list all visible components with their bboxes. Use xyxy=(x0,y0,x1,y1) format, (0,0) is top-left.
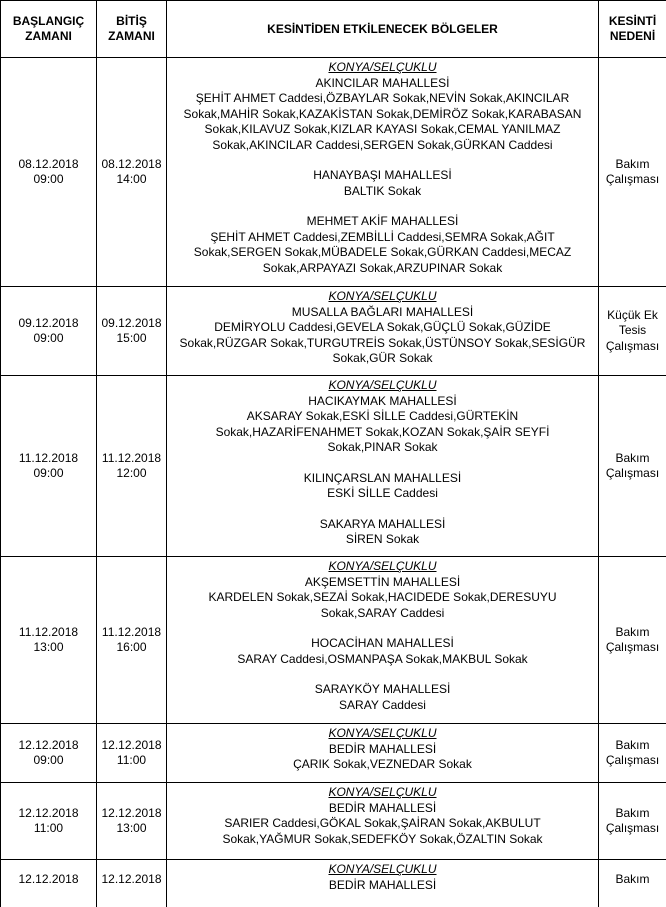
table-row xyxy=(1,287,666,376)
header-reason: KESİNTİ NEDENİ xyxy=(599,1,666,58)
street-list-line: BALTIK Sokak xyxy=(343,183,422,198)
reason-cell: Bakım xyxy=(599,860,666,907)
neighborhood-name: HOCACİHAN MAHALLESİ xyxy=(311,636,454,650)
neighborhood-name: HANAYBAŞI MAHALLESİ xyxy=(313,168,452,182)
neighborhood-group xyxy=(169,742,596,773)
table-header xyxy=(1,1,666,58)
start-time-cell: 12.12.2018 xyxy=(1,860,97,907)
regions-cell xyxy=(167,783,599,860)
province-label: KONYA/SELÇUKLU xyxy=(328,726,437,740)
end-time-cell: 11.12.2018 16:00 xyxy=(97,557,167,724)
neighborhood-name: BEDİR MAHALLESİ xyxy=(328,877,437,892)
street-list-line: ÇARIK Sokak,VEZNEDAR Sokak xyxy=(293,757,472,771)
province-label: KONYA/SELÇUKLU xyxy=(328,289,437,303)
street-list-line: SİREN Sokak xyxy=(345,532,420,546)
neighborhood-name: BEDİR MAHALLESİ xyxy=(328,741,437,756)
neighborhood-name: BEDİR MAHALLESİ xyxy=(328,800,437,815)
neighborhood-group xyxy=(169,878,596,894)
reason-cell: Bakım Çalışması xyxy=(599,724,666,783)
regions-cell xyxy=(167,287,599,376)
street-list-line: SARAY Caddesi,OSMANPAŞA Sokak,MAKBUL Sokak xyxy=(237,651,528,666)
neighborhood-group xyxy=(169,305,596,367)
neighborhood-name: AKŞEMSETTİN MAHALLESİ xyxy=(304,574,461,589)
regions-cell xyxy=(167,724,599,783)
province-label: KONYA/SELÇUKLU xyxy=(328,378,437,392)
group-spacer xyxy=(169,456,596,471)
neighborhood-name: KILINÇARSLAN MAHALLESİ xyxy=(303,470,462,485)
group-spacer xyxy=(169,199,596,214)
end-time-cell: 12.12.2018 13:00 xyxy=(97,783,167,860)
street-list-line: Sokak,KILAVUZ Sokak,KIZLAR KAYASI Sokak,CEMAL YANILMAZ xyxy=(204,122,561,136)
start-time-cell: 11.12.2018 13:00 xyxy=(1,557,97,724)
regions-cell xyxy=(167,860,599,907)
street-list-line: Sokak,SERGEN Sokak,MÜBADELE Sokak,GÜRKAN Caddesi,MECAZ xyxy=(193,245,572,259)
table-row xyxy=(1,58,666,287)
neighborhood-name: SARAYKÖY MAHALLESİ xyxy=(314,682,451,696)
neighborhood-name: MUSALLA BAĞLARI MAHALLESİ xyxy=(291,304,474,319)
neighborhood-group xyxy=(169,801,596,848)
street-list-line: Sokak,YAĞMUR Sokak,SEDEFKÖY Sokak,ÖZALTIN Sokak xyxy=(222,831,543,846)
header-regions: KESİNTİDEN ETKİLENECEK BÖLGELER xyxy=(167,1,599,58)
end-time-cell: 12.12.2018 11:00 xyxy=(97,724,167,783)
end-time-cell: 11.12.2018 12:00 xyxy=(97,376,167,557)
regions-cell xyxy=(167,376,599,557)
table-row xyxy=(1,860,666,907)
reason-cell: Bakım Çalışması xyxy=(599,376,666,557)
group-spacer xyxy=(169,621,596,636)
neighborhood-group xyxy=(169,394,596,456)
table-row xyxy=(1,783,666,860)
neighborhood-group xyxy=(169,682,596,713)
neighborhood-name: SAKARYA MAHALLESİ xyxy=(319,516,446,531)
neighborhood-group xyxy=(169,636,596,667)
street-list-line: Sokak,GÜR Sokak xyxy=(332,351,433,365)
start-time-cell: 12.12.2018 09:00 xyxy=(1,724,97,783)
neighborhood-name: AKINCILAR MAHALLESİ xyxy=(315,75,450,90)
province-label: KONYA/SELÇUKLU xyxy=(328,785,437,799)
start-time-cell: 09.12.2018 09:00 xyxy=(1,287,97,376)
start-time-cell: 08.12.2018 09:00 xyxy=(1,58,97,287)
street-list-line: ESKİ SİLLE Caddesi xyxy=(327,486,438,500)
street-list-line: Sokak,MAHİR Sokak,KAZAKİSTAN Sokak,DEMİRÖZ Sokak,KARABASAN xyxy=(183,106,582,121)
group-spacer xyxy=(169,153,596,168)
neighborhood-group xyxy=(169,214,596,276)
neighborhood-group xyxy=(169,517,596,548)
street-list-line: ŞEHİT AHMET Caddesi,ZEMBİLLİ Caddesi,SEMRA Sokak,AĞIT xyxy=(210,229,555,244)
neighborhood-group xyxy=(169,471,596,502)
header-end-time: BİTİŞ ZAMANI xyxy=(97,1,167,58)
group-spacer xyxy=(169,502,596,517)
reason-cell: Bakım Çalışması xyxy=(599,783,666,860)
end-time-cell: 09.12.2018 15:00 xyxy=(97,287,167,376)
street-list-line: AKSARAY Sokak,ESKİ SİLLE Caddesi,GÜRTEKİN xyxy=(246,409,519,423)
province-label: KONYA/SELÇUKLU xyxy=(328,862,437,876)
street-list-line: KARDELEN Sokak,SEZAİ Sokak,HACIDEDE Sokak,DERESUYU xyxy=(208,590,557,604)
regions-cell xyxy=(167,557,599,724)
end-time-cell: 08.12.2018 14:00 xyxy=(97,58,167,287)
group-spacer xyxy=(169,667,596,682)
street-list-line: Sokak,SARAY Caddesi xyxy=(320,605,445,620)
street-list-line: SARAY Caddesi xyxy=(339,697,426,712)
header-start-time: BAŞLANGIÇ ZAMANI xyxy=(1,1,97,58)
neighborhood-group xyxy=(169,575,596,622)
start-time-cell: 12.12.2018 11:00 xyxy=(1,783,97,860)
street-list-line: ŞEHİT AHMET Caddesi,ÖZBAYLAR Sokak,NEVİN Sokak,AKINCILAR xyxy=(195,91,570,105)
street-list-line: DEMİRYOLU Caddesi,GEVELA Sokak,GÜÇLÜ Sokak,GÜZİDE xyxy=(214,320,551,334)
street-list-line: Sokak,RÜZGAR Sokak,TURGUTREİS Sokak,ÜSTÜNSOY Sokak,SESİGÜR xyxy=(179,335,586,350)
street-list-line: Sokak,HAZARİFENAHMET Sokak,KOZAN Sokak,ŞAİR SEYFİ xyxy=(215,424,550,439)
street-list-line: Sokak,PINAR Sokak xyxy=(327,440,438,454)
reason-cell: Bakım Çalışması xyxy=(599,58,666,287)
neighborhood-group xyxy=(169,76,596,154)
reason-cell: Bakım Çalışması xyxy=(599,557,666,724)
province-label: KONYA/SELÇUKLU xyxy=(328,559,437,573)
start-time-cell: 11.12.2018 09:00 xyxy=(1,376,97,557)
neighborhood-name: MEHMET AKİF MAHALLESİ xyxy=(306,214,459,228)
table-row xyxy=(1,376,666,557)
province-label: KONYA/SELÇUKLU xyxy=(328,60,437,74)
street-list-line: SARIER Caddesi,GÖKAL Sokak,ŞAİRAN Sokak,AKBULUT xyxy=(224,816,541,830)
reason-cell: Küçük Ek Tesis Çalışması xyxy=(599,287,666,376)
neighborhood-group xyxy=(169,168,596,199)
table-row xyxy=(1,724,666,783)
end-time-cell: 12.12.2018 xyxy=(97,860,167,907)
street-list-line: Sokak,ARPAYAZI Sokak,ARZUPINAR Sokak xyxy=(262,260,503,275)
table-body xyxy=(1,58,666,907)
street-list-line: Sokak,AKINCILAR Caddesi,SERGEN Sokak,GÜRKAN Caddesi xyxy=(212,137,553,152)
neighborhood-name: HACIKAYMAK MAHALLESİ xyxy=(308,393,457,408)
table-row xyxy=(1,557,666,724)
regions-cell xyxy=(167,58,599,287)
